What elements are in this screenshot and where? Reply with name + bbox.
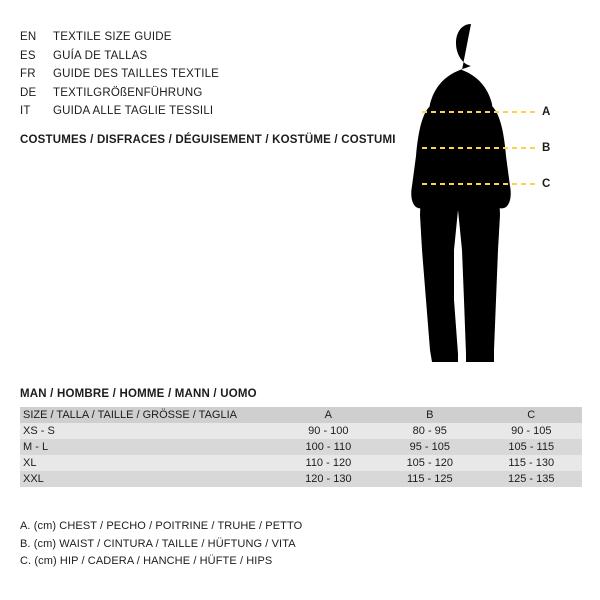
- table-head: [20, 407, 582, 423]
- cell-b: 80 - 95: [412, 425, 447, 437]
- cell-b: 115 - 125: [406, 473, 453, 485]
- cell-c: 125 - 135: [508, 473, 555, 485]
- cell-size: XS - S: [23, 425, 55, 437]
- cell-a: 90 - 100: [308, 425, 349, 437]
- measure-label-group: [400, 10, 590, 390]
- cell-c: 115 - 130: [508, 457, 555, 469]
- cell-c: 105 - 115: [508, 441, 555, 453]
- language-code: EN: [20, 31, 37, 43]
- column-header-b: B: [426, 409, 434, 421]
- column-header-c: C: [527, 409, 536, 421]
- language-list: [20, 28, 350, 121]
- cell-b: 95 - 105: [409, 441, 450, 453]
- language-code: IT: [20, 105, 31, 117]
- table-row: [20, 471, 582, 487]
- costumes-subtitle: COSTUMES / DISFRACES / DÉGUISEMENT / KOSTÜME / COSTUMI: [20, 134, 396, 146]
- table-body: [20, 423, 582, 487]
- language-title: TEXTILGRÖßENFÜHRUNG: [53, 86, 203, 99]
- cell-size: XXL: [23, 473, 44, 485]
- language-code: ES: [20, 49, 36, 62]
- language-row: [20, 84, 350, 103]
- column-header-size: SIZE / TALLA / TAILLE / GRÖSSE / TAGLIA: [23, 409, 237, 421]
- note-hip: C. (cm) HIP / CADERA / HANCHE / HÜFTE / HIPS: [20, 555, 273, 567]
- cell-size: M - L: [23, 441, 49, 453]
- note-waist: B. (cm) WAIST / CINTURA / TAILLE / HÜFTUNG / VITA: [20, 537, 296, 550]
- table-row: [20, 423, 582, 439]
- language-title: TEXTILE SIZE GUIDE: [53, 31, 172, 43]
- language-title: GUÍA DE TALLAS: [53, 49, 148, 62]
- language-code: FR: [20, 68, 36, 80]
- language-title: GUIDE DES TAILLES TEXTILE: [53, 68, 220, 80]
- table-header-row: [20, 407, 582, 423]
- note-chest: A. (cm) CHEST / PECHO / POITRINE / TRUHE / PETTO: [20, 520, 303, 532]
- cell-a: 100 - 110: [305, 441, 352, 453]
- size-table-section: [20, 388, 582, 487]
- body-figure: [400, 10, 590, 390]
- language-row: [20, 28, 350, 47]
- measure-label-a: A: [542, 106, 551, 118]
- language-row: [20, 102, 350, 121]
- cell-b: 105 - 120: [406, 457, 454, 469]
- measure-label-c: C: [542, 178, 551, 190]
- cell-size: XL: [23, 457, 37, 469]
- measurement-notes: [20, 518, 440, 571]
- language-title: GUIDA ALLE TAGLIE TESSILI: [53, 105, 214, 117]
- table-row: [20, 455, 582, 471]
- cell-c: 90 - 105: [511, 425, 552, 437]
- cell-a: 120 - 130: [305, 473, 352, 485]
- language-row: [20, 47, 350, 66]
- column-header-a: A: [324, 409, 333, 421]
- measure-label-b: B: [542, 142, 551, 154]
- language-row: [20, 65, 350, 84]
- language-code: DE: [20, 86, 37, 99]
- table-row: [20, 439, 582, 455]
- cell-a: 110 - 120: [305, 457, 352, 469]
- size-table: [20, 407, 582, 487]
- table-caption: MAN / HOMBRE / HOMME / MANN / UOMO: [20, 388, 257, 400]
